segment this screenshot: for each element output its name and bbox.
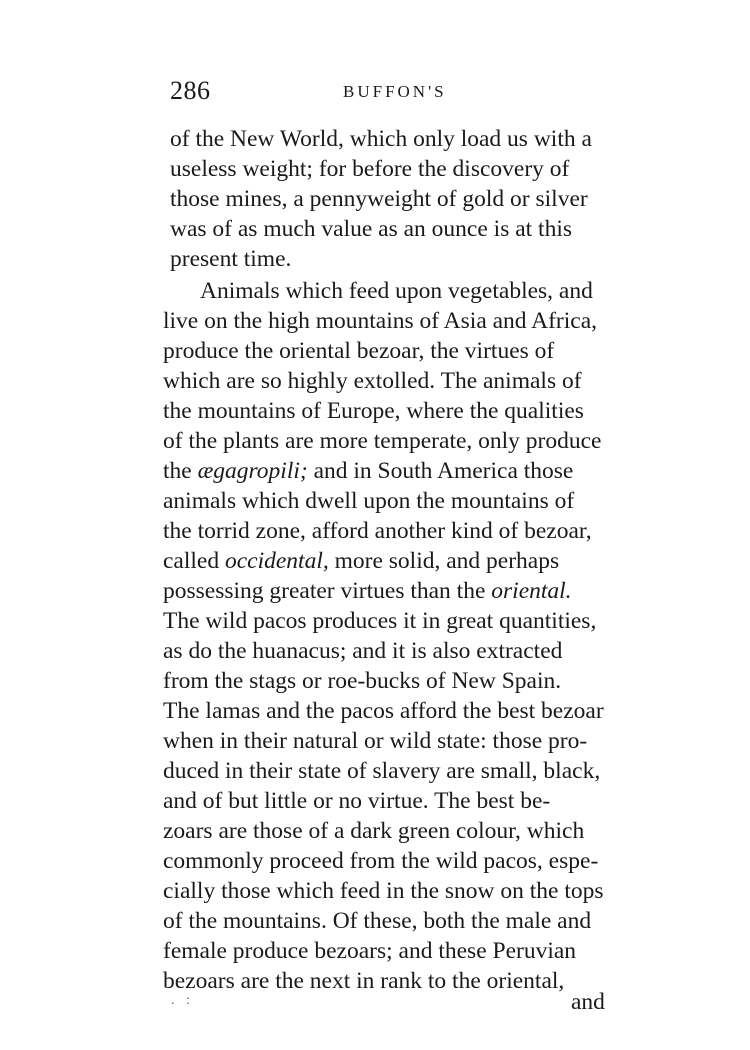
italic-term-oriental: oriental.: [491, 578, 572, 604]
text-line-14: the torrid zone, afford another kind of bezoar,: [163, 518, 592, 544]
text-line-21: when in their natural or wild state: those pro-: [163, 728, 588, 754]
text-segment: the: [163, 458, 198, 484]
print-specks: . :: [171, 993, 194, 1008]
text-line-13: animals which dwell upon the mountains of: [163, 488, 575, 514]
text-line-17: The wild pacos produces it in great quantities,: [163, 608, 597, 634]
text-line-8: produce the oriental bezoar, the virtues of: [163, 338, 555, 364]
text-line-27: of the mountains. Of these, both the male and: [163, 908, 592, 934]
page-number: 286: [170, 76, 211, 105]
text-line-2: useless weight; for before the discovery of: [170, 156, 570, 182]
text-line-1: of the New World, which only load us with a: [170, 126, 592, 152]
text-line-12: [163, 456, 615, 486]
text-line-15: [163, 546, 615, 576]
text-line-7: live on the high mountains of Asia and Africa,: [163, 308, 598, 334]
text-segment: and in South America those: [307, 458, 574, 484]
text-line-16: [163, 576, 615, 606]
text-line-24: zoars are those of a dark green colour, which: [163, 818, 585, 844]
catchword: and: [571, 989, 605, 1015]
text-line-29: bezoars are the next in rank to the oriental,: [163, 968, 565, 994]
text-line-20: The lamas and the pacos afford the best bezoar: [163, 698, 604, 724]
text-line-23: and of but little or no virtue. The best be-: [163, 788, 551, 814]
text-line-26: cially those which feed in the snow on the tops: [163, 878, 604, 904]
text-line-18: as do the huanacus; and it is also extracted: [163, 638, 563, 664]
text-line-25: commonly proceed from the wild pacos, espe-: [163, 848, 599, 874]
text-line-10: the mountains of Europe, where the qualities: [163, 398, 584, 424]
page-header: [0, 76, 750, 116]
text-segment: possessing greater virtues than the: [163, 578, 492, 604]
text-line-3: those mines, a pennyweight of gold or silver: [170, 186, 588, 212]
text-line-28: female produce bezoars; and these Peruvian: [163, 938, 577, 964]
italic-term-aegagropili: ægagropili;: [197, 458, 308, 484]
text-segment: more solid, and perhaps: [328, 548, 560, 574]
text-line-19: from the stags or roe-bucks of New Spain.: [163, 668, 562, 694]
italic-term-occidental: occidental,: [224, 548, 329, 574]
running-head: BUFFON'S: [343, 82, 447, 101]
text-line-11: of the plants are more temperate, only produce: [163, 428, 602, 454]
text-line-5: present time.: [170, 246, 292, 272]
text-line-22: duced in their state of slavery are small, black,: [163, 758, 601, 784]
text-line-4: was of as much value as an ounce is at this: [170, 216, 573, 242]
text-segment: called: [163, 548, 225, 574]
text-line-9: which are so highly extolled. The animals of: [163, 368, 582, 394]
text-line-6: Animals which feed upon vegetables, and: [200, 278, 593, 304]
